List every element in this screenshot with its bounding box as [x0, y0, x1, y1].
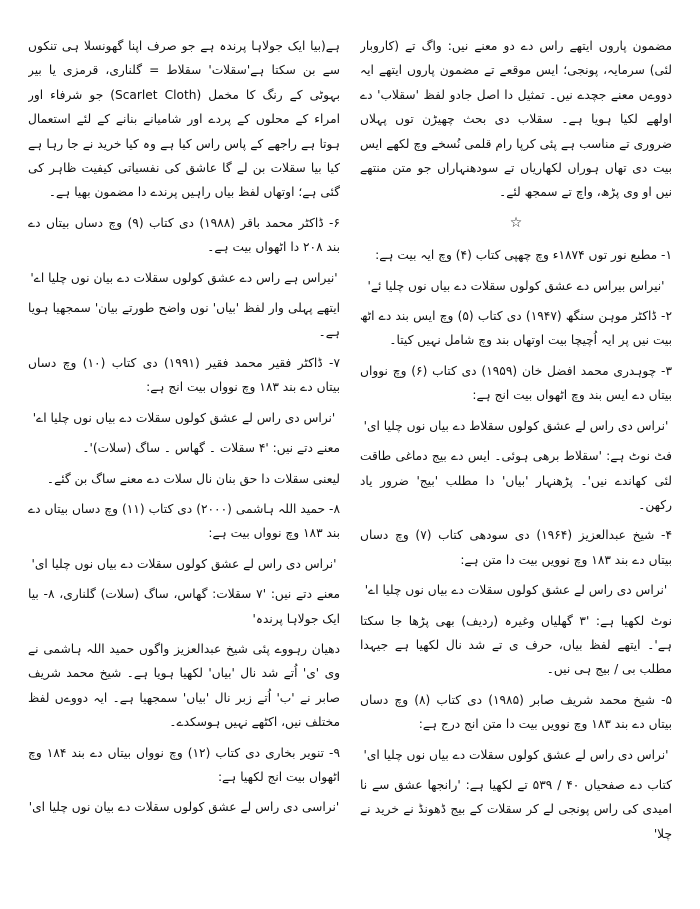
- paragraph: فٹ نوٹ ہے: 'سقلاط برھی ہوئی۔ ایس دے بیج دماغی طاقت لئی کھاندے نیں'۔ پڑھنہار 'بیاں' دا مطلب 'بیج' ضرور یاد رکھن۔: [360, 449, 672, 512]
- verse-line: 'نیراس ہے راس دے عشق کولوں سقلات دے بیان نوں چلیا اے': [30, 270, 338, 285]
- paragraph: دھیان رہووے پئی شیخ عبدالعزیز واگوں حمید اللہ ہاشمی نے وی 'ی' اُتے شد نال 'بیاں' لکھیا ہویا ہے۔ شیخ محمد شریف صابر نے 'ب' اُتے زبر نال 'بیاں' سمجھیا ہے۔ ایہ دووےں لفظ مختلف نیں، اکٹھے نہیں ہوسکدے۔: [28, 641, 340, 730]
- paragraph: ۹- تنویر بخاری دی کتاب (۱۲) وچ نوواں بیتاں دے بند ۱۸۴ وچ اٹھواں بیت انج لکھیا ہے:: [28, 745, 340, 784]
- verse-line: 'نراس دی راس لے عشق کولوں سقلات دے بیاں نوں چلیا ای': [363, 747, 669, 762]
- paragraph: ۸- حمید اللہ ہاشمی (۲۰۰۰) دی کتاب (۱۱) وچ دساں بیتاں دے بند ۱۸۳ وچ نوواں بیت ہے:: [28, 501, 340, 541]
- paragraph: ہے(بیا ایک جولاہا پرندہ ہے جو صرف اپنا گھونسلا ہی تنکوں سے بن سکتا ہے'سقلات' سقلاط = گلناری، قرمزی یا بیر بہوٹی کے رنگ کا مخمل (Scarlet Cloth) جو شرفاء اور امراء کے محلوں کے پردے اور شامیانے بنانے کے لئے استعمال ہوتا ہے راجھے کے پاس راس کیا ہے وہ کیا خرید نے جا رہا ہے کیا بیا سقلات بن لے گا عاشق کی نفسیاتی کیفیت ظاہر کی گئی ہے؛ اوتھاں لفظ بیاں راہیں پرندے دا مضمون بھیا ہے۔: [28, 39, 340, 200]
- left-column: [28, 34, 340, 889]
- paragraph: کتاب دے صفحیاں ۴۰ / ۵۳۹ تے لکھیا ہے: 'رانجھا عشق سے نا امیدی کی راس پونجی لے کر سقلات کے بیج ڈھونڈ نے خرید نے چلا': [360, 777, 672, 841]
- verse-line: 'نراس دی راس لے عشق کولوں سقلات دے بیاں نوں چلیا اے': [32, 410, 336, 425]
- verse-line: 'نراس دی راس لے عشق کولوں سقلات دے بیاں نوں چلیا ای': [31, 556, 337, 571]
- paragraph: ۵- شیخ محمد شریف صابر (۱۹۸۵) دی کتاب (۸) وچ دساں بیتاں دے بند ۱۸۳ وچ نوویں بیت دا متن انج درج ہے:: [360, 692, 672, 732]
- verse-line: 'نراس دی راس لے عشق کولوں سقلات دے بیاں نوں چلیا اے': [364, 583, 668, 598]
- verse-line: 'نراس دی راس لے عشق کولوں سقلاط دے بیاں نوں چلیا ای': [363, 418, 669, 433]
- paragraph: نوٹ لکھیا ہے: '۳ گھلیاں وغیرہ (ردیف) بھی پڑھا جا سکتا ہے'۔ ایتھے لفظ بیاں، حرف ی تے شد نال لکھیا ہے جیہدا مطلب بی / بیج ہی نیں۔: [360, 613, 672, 677]
- paragraph: ۷- ڈاکٹر فقیر محمد فقیر (۱۹۹۱) دی کتاب (۱۰) وچ دساں بیتاں دے بند ۱۸۳ وچ نوواں بیت انج ہے:: [28, 355, 340, 395]
- paragraph: ۶- ڈاکٹر محمد باقر (۱۹۸۸) دی کتاب (۹) وچ دساں بیتاں دے بند ۲۰۸ دا اٹھواں بیت ہے۔: [28, 215, 340, 255]
- right-column: [360, 34, 672, 889]
- section-separator-star: ☆: [509, 214, 523, 231]
- paragraph: ۲- ڈاکٹر موہن سنگھ (۱۹۴۷) دی کتاب (۵) وچ ایس بند دے اٹھ بیت نیں پر ایہ اُچیچا بیت اوتھاں بند وچ شامل نہیں کیتا۔: [360, 309, 672, 348]
- paragraph: ۱- مطبع نور توں ۱۸۷۴ء وچ چھپی کتاب (۴) وچ ایہ بیت ہے:: [375, 248, 672, 263]
- paragraph: مضمون پاروں ایتھے راس دے دو معنے نیں: واگ تے (کاروبار لئی) سرمایہ، پونجی؛ ایس موقعے تے مضمون پاروں ایتھے ایہ دووےں معنے جچدے نیں۔ تمثیل دا اصل جادو لفظ 'سقلاب' دے اولھے لکیا ہویا ہے۔ سقلاب دی بحث چھیڑن توں پہلاں ضروری تے مناسب ہے پئی کرپا رام قلمی نُسخے وچ لکھے ایس بیت دی تھاں ہوراں لکھاریاں تے سودھنہاراں جو متن منتھے نیں او وی پڑھ، واچ تے سمجھ لئے۔: [360, 39, 672, 200]
- paragraph: لیعنی سقلات دا حق بنان نال سلات دے معنے ساگ بن گئے۔: [46, 471, 340, 486]
- paragraph: معنے دتے نیں: '۷ سقلات: گھاس، ساگ (سلات) گلناری، ۸- بیا ایک جولاہا پرندہ': [28, 587, 340, 626]
- verse-line: 'نراسی دی راس لے عشق کولوں سقلات دے بیان نوں چلیا ای': [28, 800, 340, 815]
- verse-line: 'نیراس بیراس دے عشق کولوں سقلات دے بیاں نوں چلیا ئے': [367, 278, 665, 293]
- paragraph: ۴- شیخ عبدالعزیز (۱۹۶۴) دی سودھی کتاب (۷) وچ دساں بیتاں دے بند ۱۸۳ وچ نوویں بیت دا متن ہے:: [360, 528, 672, 567]
- paragraph: ایتھے پہلی وار لفظ 'بیاں' نوں واضح طورتے بیان' سمجھیا ہویا ہے۔: [28, 301, 340, 340]
- paragraph: معنے دتے نیں: '۴ سقلات ۔ گھاس ۔ ساگ (سلات)'۔: [82, 441, 340, 456]
- paragraph: ۳- چوہدری محمد افضل خان (۱۹۵۹) دی کتاب (۶) وچ نوواں بیتاں دے ایس بند وچ اٹھواں بیت انج ہے:: [360, 363, 672, 403]
